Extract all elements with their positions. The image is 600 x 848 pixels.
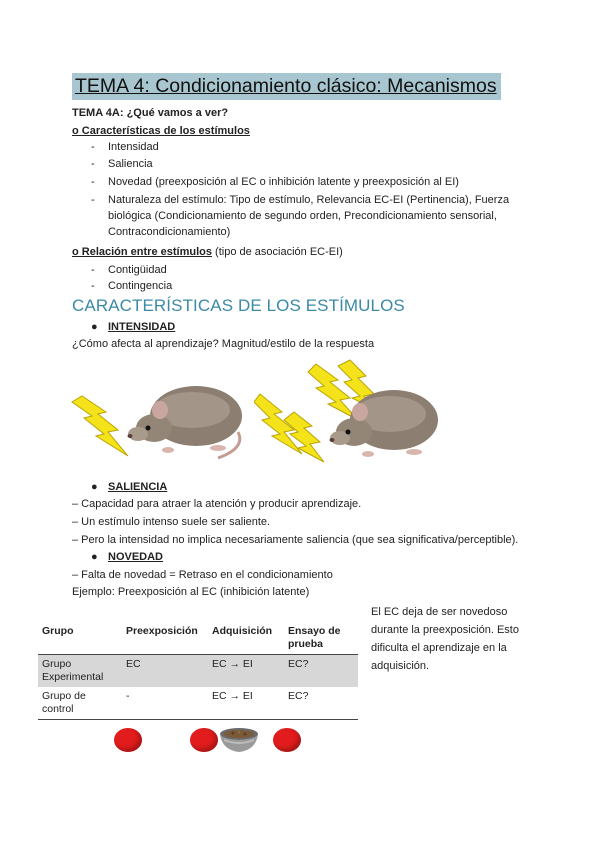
- saliencia-line: – Capacidad para atraer la atención y producir aprendizaje.: [72, 498, 362, 510]
- food-bowl-icon: [218, 726, 260, 754]
- table-cell: EC: [122, 655, 208, 688]
- table-cell: EC → EI: [208, 655, 284, 688]
- dash-marker: -: [91, 280, 95, 292]
- list-item: Intensidad: [108, 141, 159, 153]
- novedad-label: NOVEDAD: [108, 551, 164, 563]
- novedad-line: Ejemplo: Preexposición al EC (inhibición latente): [72, 586, 310, 598]
- side-note: El EC deja de ser novedoso durante la preexposición. Esto dificulta el aprendizaje en la adquisición.: [371, 606, 519, 672]
- preexposure-table: [38, 622, 358, 720]
- page-title: TEMA 4: Condicionamiento clásico: Mecanismos: [72, 73, 501, 100]
- bullet-marker: ●: [91, 321, 98, 333]
- dash-marker: -: [91, 176, 95, 188]
- saliencia-line: – Pero la intensidad no implica necesariamente saliencia (que sea significativa/perceptible).: [72, 534, 519, 546]
- table-cell: EC → EI: [208, 687, 284, 720]
- intensidad-label: INTENSIDAD: [108, 321, 176, 333]
- section2-heading-suffix: (tipo de asociación EC-EI): [211, 246, 343, 258]
- dash-marker: -: [91, 158, 95, 170]
- section2-heading-line: [72, 245, 343, 259]
- section1-heading: o Características de los estímulos: [72, 125, 250, 137]
- table-header-cell: Adquisición: [208, 622, 284, 655]
- table-header-row: [38, 622, 358, 655]
- table-cell: -: [122, 687, 208, 720]
- list-item: Saliencia: [108, 158, 153, 170]
- table-header-cell: Grupo: [38, 622, 122, 655]
- table-header-cell: Preexposición: [122, 622, 208, 655]
- table-row: [38, 655, 358, 688]
- list-item: Contingencia: [108, 280, 173, 292]
- table-cell: EC?: [284, 687, 358, 720]
- section-subtitle: TEMA 4A: ¿Qué vamos a ver?: [72, 107, 229, 119]
- table-header-cell: Ensayo de prueba: [284, 622, 358, 655]
- list-item-continuation: Contracondicionamiento): [108, 226, 231, 238]
- section-heading-caracteristicas: CARACTERÍSTICAS DE LOS ESTÍMULOS: [72, 296, 405, 315]
- list-item: Contigüidad: [108, 264, 167, 276]
- intensidad-text: ¿Cómo afecta al aprendizaje? Magnitud/estilo de la respuesta: [72, 338, 375, 350]
- table-cell: EC?: [284, 655, 358, 688]
- lightning-icon: [72, 396, 128, 456]
- table-cell: Grupo de control: [38, 687, 122, 720]
- list-item: Naturaleza del estímulo: Tipo de estímulo, Relevancia EC-EI (Pertinencia), Fuerza: [108, 194, 510, 206]
- red-light-stimulus-icon: [190, 728, 218, 752]
- red-light-stimulus-icon: [114, 728, 142, 752]
- table-row: [38, 687, 358, 720]
- lightning-icon: [284, 412, 324, 462]
- section2-heading: o Relación entre estímulos: [72, 246, 212, 258]
- bullet-marker: ●: [91, 481, 98, 493]
- dash-marker: -: [91, 194, 95, 206]
- saliencia-label: SALIENCIA: [108, 481, 168, 493]
- list-item: Novedad (preexposición al EC o inhibición latente y preexposición al EI): [108, 176, 459, 188]
- list-item-continuation: biológica (Condicionamiento de segundo orden, Precondicionamiento sensorial,: [108, 210, 497, 222]
- saliencia-line: – Un estímulo intenso suele ser saliente.: [72, 516, 271, 528]
- rat-weak-stimulus-image: [68, 366, 250, 462]
- rat-strong-stimulus-image: [254, 358, 440, 464]
- bullet-marker: ●: [91, 551, 98, 563]
- red-light-stimulus-icon: [273, 728, 301, 752]
- dash-marker: -: [91, 264, 95, 276]
- table-cell: Grupo Experimental: [38, 655, 122, 688]
- novedad-line: – Falta de novedad = Retraso en el condicionamiento: [72, 569, 333, 581]
- dash-marker: -: [91, 141, 95, 153]
